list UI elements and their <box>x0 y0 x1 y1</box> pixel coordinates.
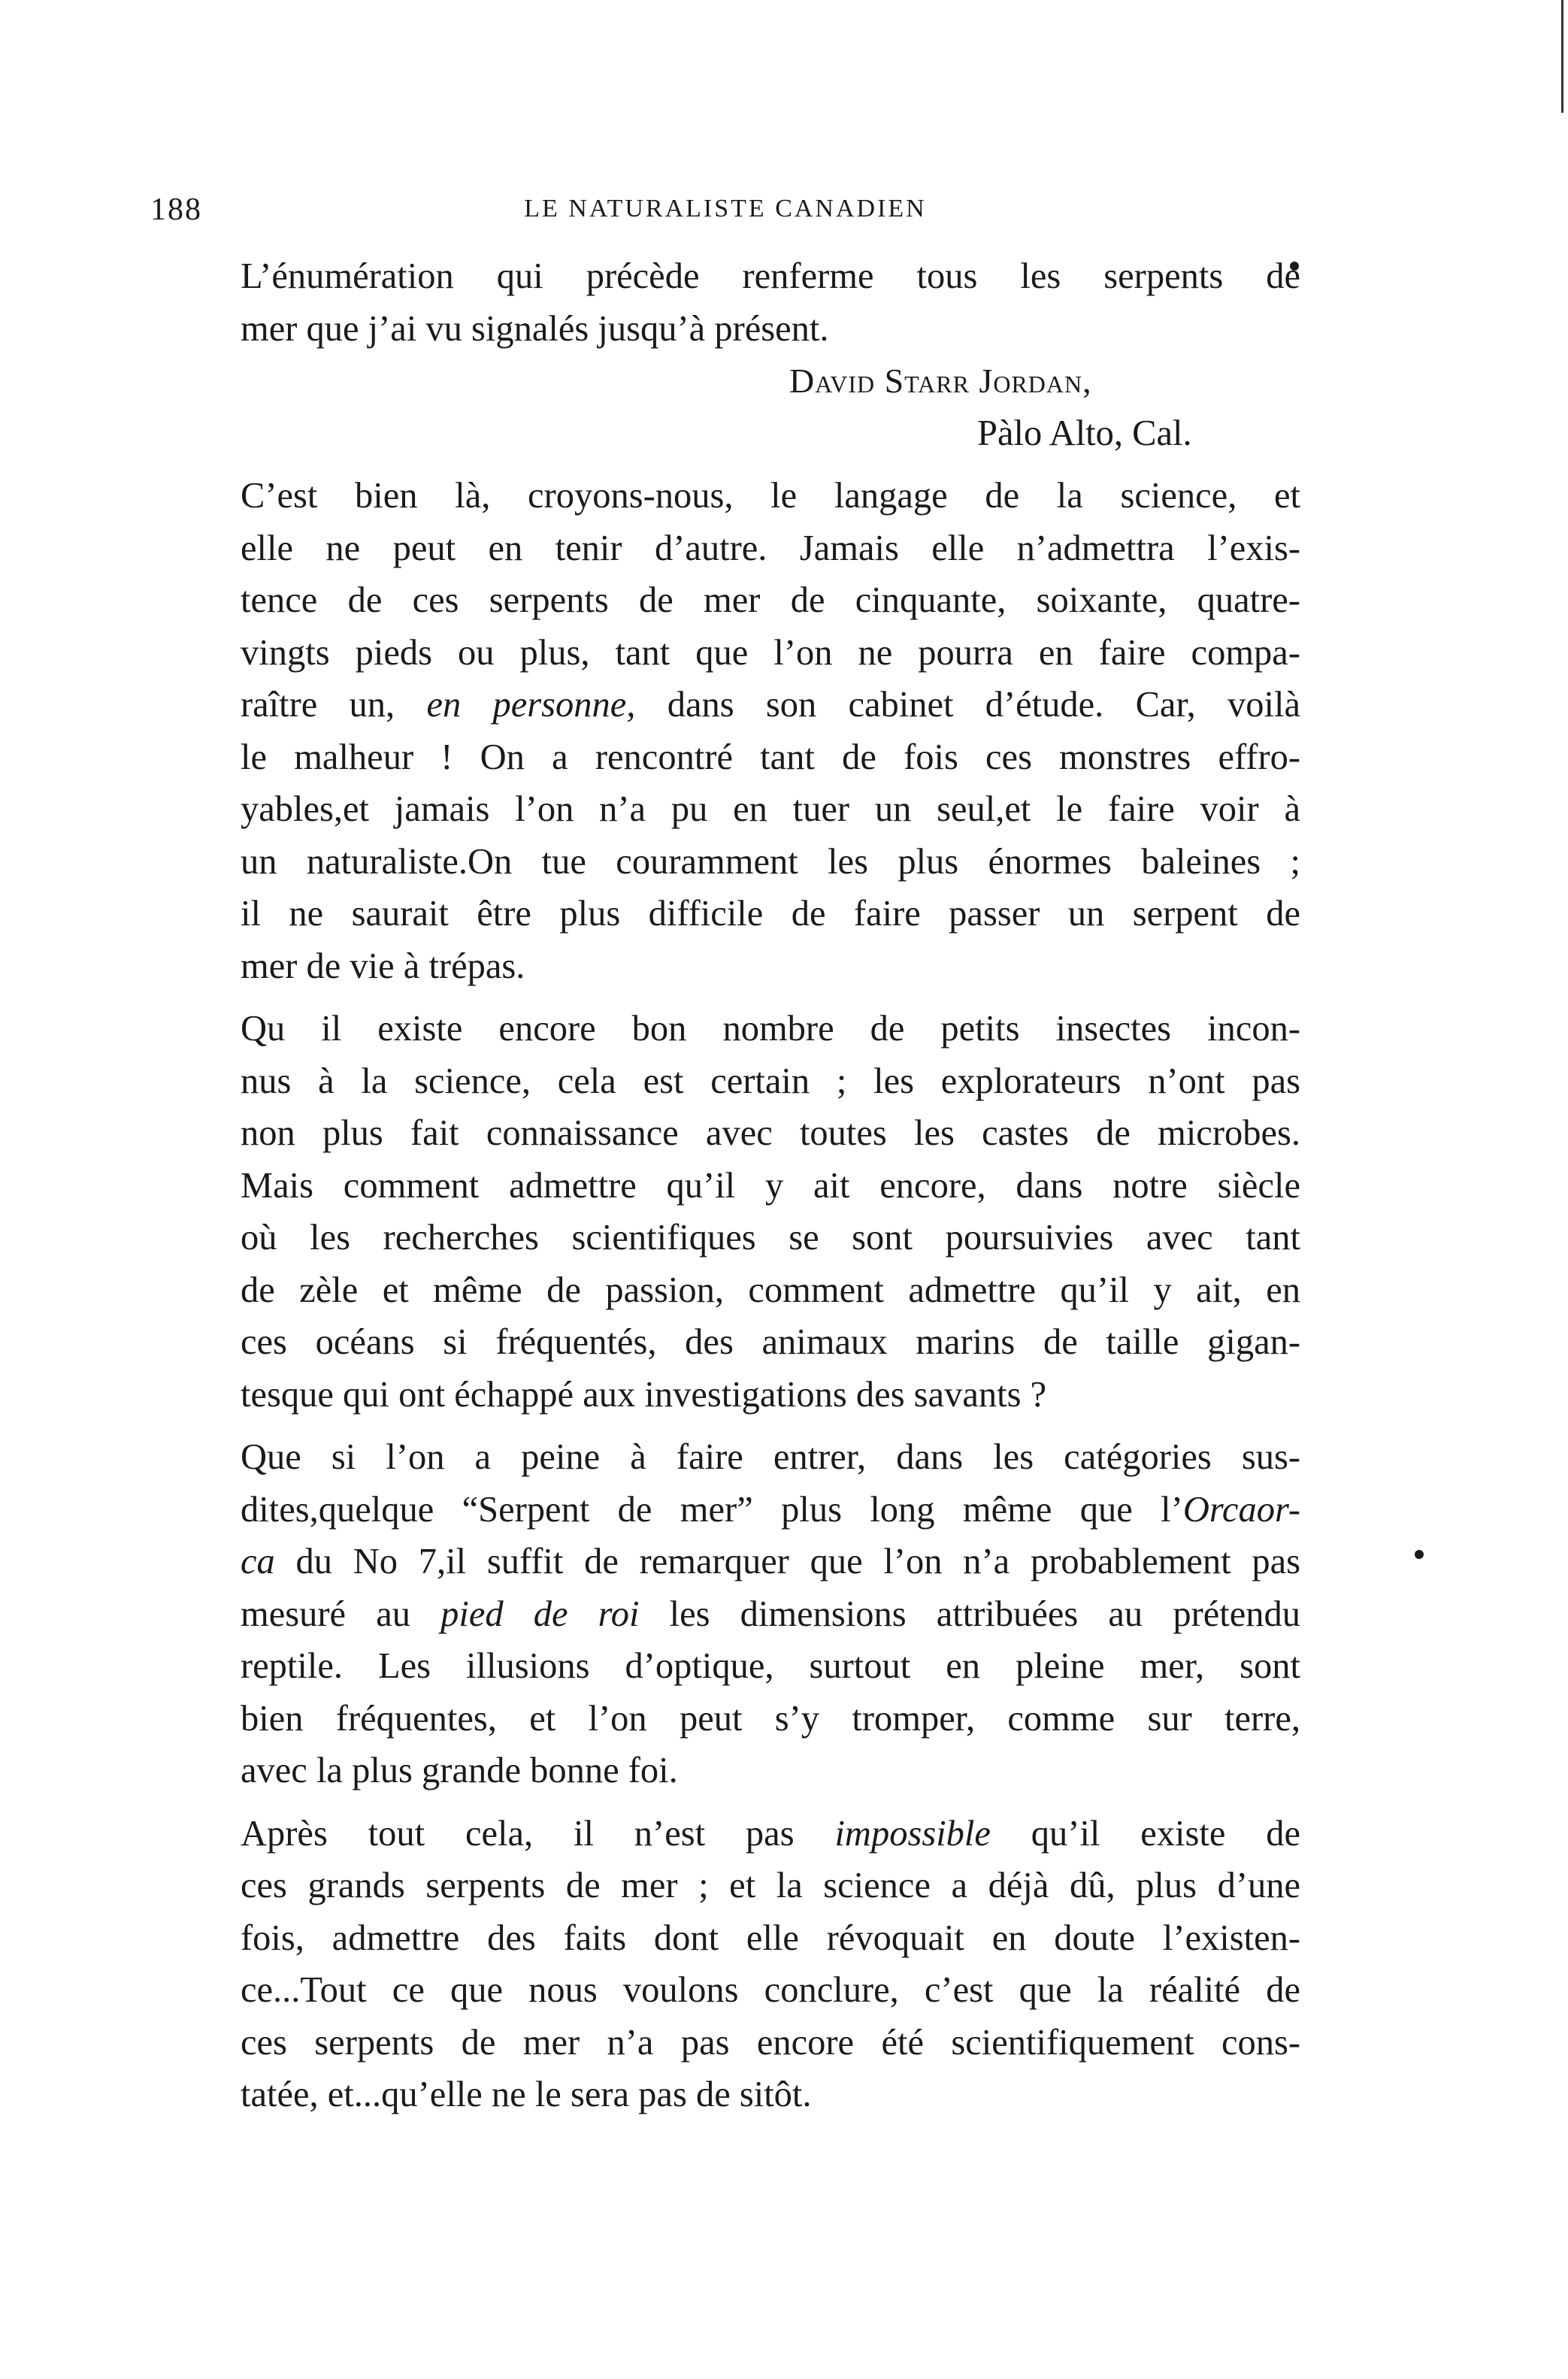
text-line: tence de ces serpents de mer de cinquante, soixante, quatre- <box>241 580 1300 620</box>
page-number: 188 <box>150 192 202 227</box>
text-line <box>150 1536 1300 1588</box>
text-segment: dites,quelque “Serpent de mer” plus long même que l’ <box>241 1489 1183 1530</box>
italic-phrase: en personne, <box>426 685 636 725</box>
text-line: ces grands serpents de mer ; et la science a déjà dû, plus d’une <box>241 1866 1300 1905</box>
text-segment: Après tout cela, il n’est pas <box>241 1813 795 1854</box>
text-line <box>150 1808 1300 1860</box>
text-line: non plus fait connaissance avec toutes les castes de microbes. <box>241 1113 1300 1153</box>
text-line: tesque qui ont échappé aux investigations des savants ? <box>241 1374 1047 1415</box>
text-line: L’énumération qui précède renferme tous les serpents de <box>241 256 1300 296</box>
paragraph-5 <box>150 1808 1300 2121</box>
text-segment: les dimensions attribuées au prétendu <box>669 1594 1300 1634</box>
text-line: elle ne peut en tenir d’autre. Jamais elle n’admettra l’exis- <box>241 528 1300 568</box>
author-location: Pàlo Alto, Cal. <box>977 413 1192 453</box>
text-line: Que si l’on a peine à faire entrer, dans les catégories sus- <box>241 1437 1300 1477</box>
journal-title: LE NATURALISTE CANADIEN <box>524 195 927 222</box>
text-segment: raître un, <box>241 685 395 725</box>
text-segment: qu’il existe de <box>1031 1813 1301 1854</box>
text-line: Mais comment admettre qu’il y ait encore, dans notre siècle <box>241 1165 1300 1206</box>
paragraph-3 <box>150 1003 1300 1421</box>
text-line: reptile. Les illusions d’optique, surtout en pleine mer, sont <box>241 1646 1300 1686</box>
page-edge-mark <box>1561 0 1563 113</box>
text-line: Qu il existe encore bon nombre de petits insectes incon- <box>241 1009 1300 1049</box>
text-line: mer que j’ai vu signalés jusqu’à présent. <box>241 308 829 349</box>
text-line: ces océans si fréquentés, des animaux marins de taille gigan- <box>241 1322 1300 1362</box>
text-line: ce...Tout ce que nous voulons conclure, c’est que la réalité de <box>241 1970 1300 2010</box>
text-line: vingts pieds ou plus, tant que l’on ne pourra en faire compa- <box>241 632 1300 673</box>
text-line <box>150 679 1300 731</box>
margin-ink-dot <box>1415 1550 1424 1559</box>
text-line: de zèle et même de passion, comment admettre qu’il y ait, en <box>241 1270 1300 1310</box>
text-segment: dans son cabinet d’étude. Car, voilà <box>667 685 1301 725</box>
running-head <box>150 192 1300 237</box>
text-line: bien fréquentes, et l’on peut s’y tromper, comme sur terre, <box>241 1698 1300 1739</box>
author-signature: David Starr Jordan, <box>789 362 1092 400</box>
italic-species-name: Orcaor- <box>1182 1489 1300 1530</box>
text-line: fois, admettre des faits dont elle révoquait en doute l’existen- <box>241 1917 1300 1958</box>
italic-word: impossible <box>834 1813 991 1854</box>
text-line <box>150 1484 1300 1536</box>
text-line: un naturaliste.On tue couramment les plus énormes baleines ; <box>241 841 1300 882</box>
paragraph-2 <box>150 470 1300 992</box>
text-line: où les recherches scientifiques se sont poursuivies avec tant <box>241 1218 1300 1258</box>
text-line: mer de vie à trépas. <box>241 946 525 986</box>
text-segment: mesuré au <box>241 1594 410 1634</box>
text-line: le malheur ! On a rencontré tant de fois ces monstres effro- <box>241 737 1300 777</box>
text-line: nus à la science, cela est certain ; les explorateurs n’ont pas <box>241 1061 1300 1101</box>
paragraph-4 <box>150 1431 1300 1797</box>
text-line: avec la plus grande bonne foi. <box>241 1751 678 1790</box>
italic-species-name: ca <box>241 1542 275 1581</box>
text-line: yables,et jamais l’on n’a pu en tuer un seul,et le faire voir à <box>241 789 1300 829</box>
italic-phrase: pied de roi <box>440 1594 640 1634</box>
paragraph-1 <box>150 250 1300 355</box>
text-line <box>150 1588 1300 1641</box>
text-line: C’est bien là, croyons-nous, le langage de la science, et <box>241 476 1300 516</box>
text-line: tatée, et...qu’elle ne le sera pas de sitôt. <box>241 2075 812 2114</box>
text-line: ces serpents de mer n’a pas encore été scientifiquement cons- <box>241 2022 1300 2063</box>
text-line: il ne saurait être plus difficile de faire passer un serpent de <box>241 894 1300 934</box>
book-page <box>150 192 1300 2121</box>
text-segment: du No 7,il suffit de remarquer que l’on n’a probablement pas <box>295 1542 1300 1581</box>
